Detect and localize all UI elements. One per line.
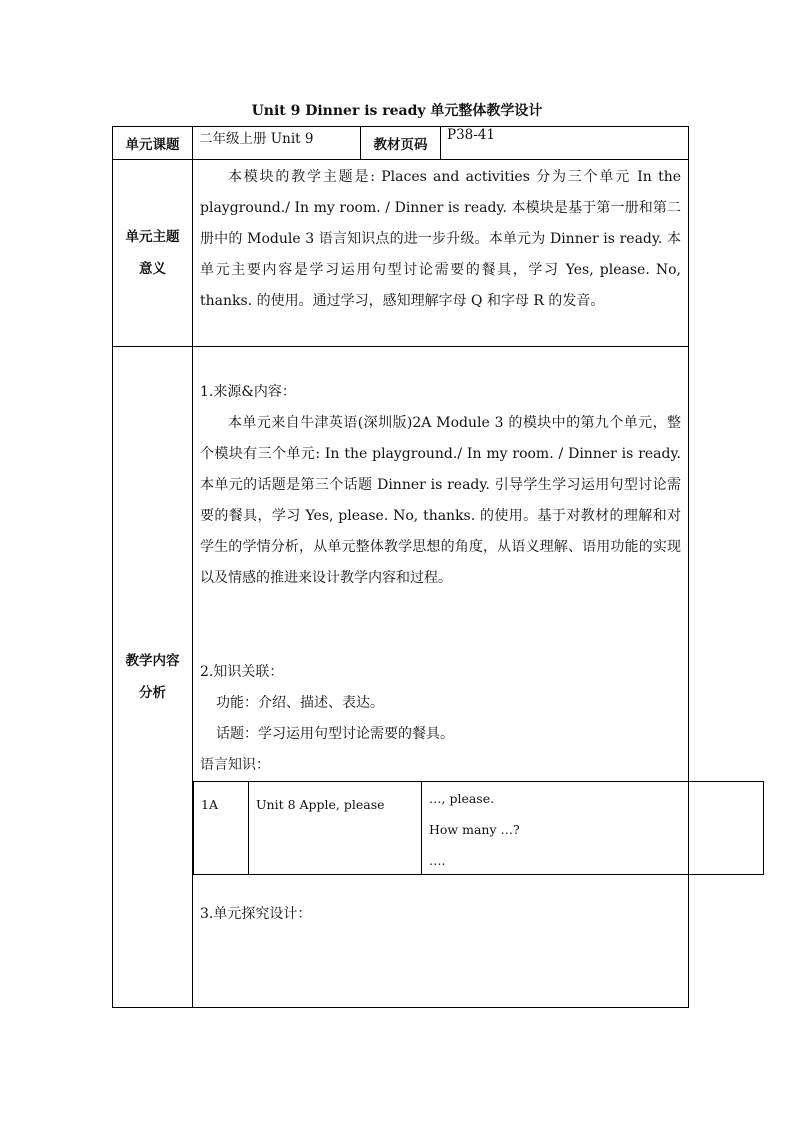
document-title: Unit 9 Dinner is ready 单元整体教学设计 (251, 103, 543, 119)
knowledge-function: 功能：介绍、描述、表达。 (216, 695, 384, 711)
pattern-line: …, please. (429, 791, 495, 806)
header-row (113, 127, 689, 160)
section-knowledge-heading: 2.知识关联： (200, 664, 284, 680)
analysis-cell (193, 347, 689, 1008)
theme-label: 单元主题意义 (113, 160, 193, 347)
pattern-line: …. (429, 853, 446, 868)
theme-text: 本模块的教学主题是: Places and activities 分为三个单元 In the playground./ In my room. / Dinner is ready. 本模块是基于第一册和第二册中的 Module 3 语言知识点的进一步升级。本单元为 Dinner is ready. 本单元主要内容是学习运用句型讨论需要的餐具，学习 Yes, please. No, thanks. 的使用。通过学习，感知理解字母 Q 和字母 R 的发音。 (200, 169, 681, 309)
unit-topic-value: 二年级上册 Unit 9 (193, 127, 361, 160)
knowledge-topic: 话题：学习运用句型讨论需要的餐具。 (216, 726, 454, 742)
knowledge-language-label: 语言知识： (200, 757, 270, 773)
textbook-page-label: 教材页码 (361, 127, 441, 160)
knowledge-table-row (194, 782, 764, 875)
section-source-text: 本单元来自牛津英语(深圳版)2A Module 3 的模块中的第九个单元，整个模块有三个单元: In the playground./ In my room. / Dinner is ready. 本单元的话题是第三个话题 Dinner is ready. 引导学生学习运用句型讨论需要的餐具，学习 Yes, please. No, thanks. 的使用。基于对教材的理解和对学生的学情分析，从单元整体教学思想的角度，从语义理解、语用功能的实现以及情感的推进来设计教学内容和过程。 (200, 415, 681, 586)
pattern-line: How many …? (429, 822, 520, 837)
knowledge-unit: Unit 8 Apple, please (249, 782, 422, 875)
theme-row (113, 160, 689, 347)
analysis-row (113, 347, 689, 1008)
unit-topic-label: 单元课题 (113, 127, 193, 160)
section-source-heading: 1.来源&内容： (200, 384, 296, 400)
knowledge-extra (689, 782, 764, 875)
knowledge-patterns (422, 782, 689, 875)
knowledge-grade: 1A (194, 782, 249, 875)
analysis-label: 教学内容分析 (113, 347, 193, 1008)
theme-cell (193, 160, 689, 347)
unit-design-table (112, 126, 689, 1008)
textbook-page-value: P38-41 (441, 127, 689, 160)
knowledge-table (193, 781, 764, 875)
section-inquiry-heading: 3.单元探究设计： (200, 906, 312, 922)
